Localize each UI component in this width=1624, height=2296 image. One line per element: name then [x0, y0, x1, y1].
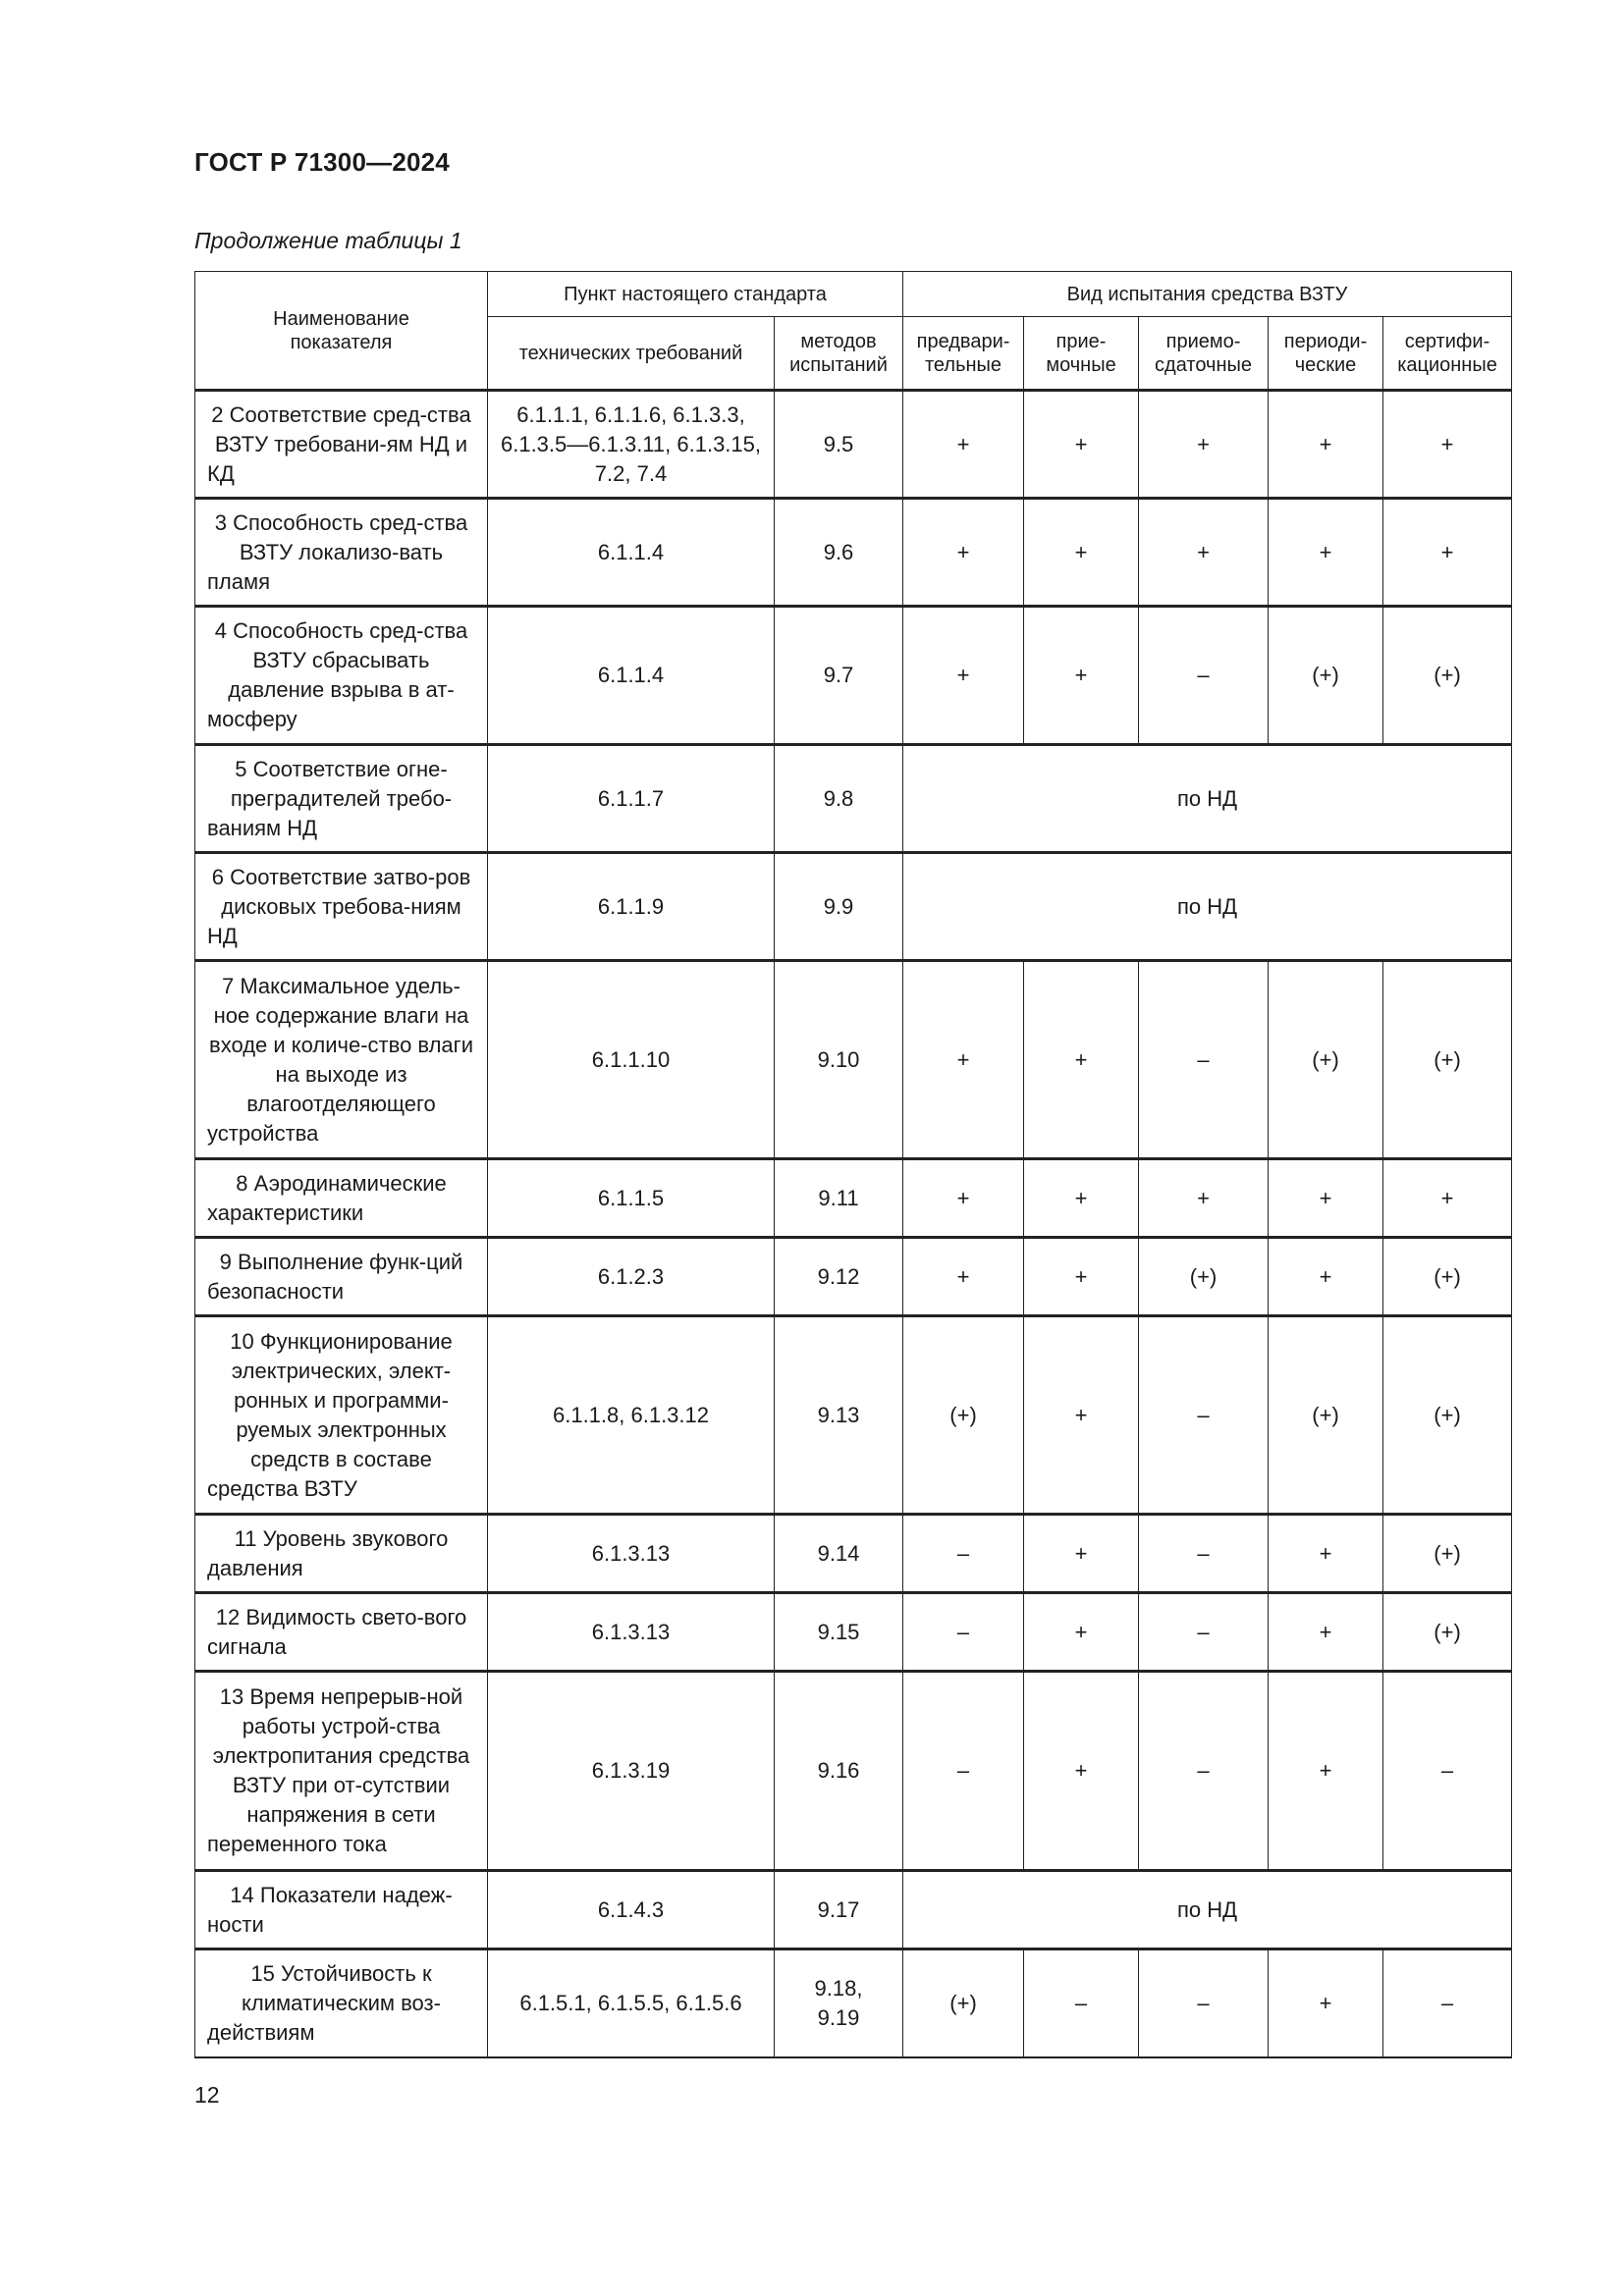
certification-mark: (+) [1383, 1316, 1512, 1515]
preliminary-mark: – [903, 1593, 1024, 1672]
table-row [195, 1515, 1512, 1593]
periodic-mark: + [1269, 1672, 1383, 1871]
indicator-name: 13 Время непрерыв-ной работы устрой-ства электропитания средства ВЗТУ при от-сутствии напряжения в сети переменного тока [195, 1672, 488, 1871]
header-clause-group: Пункт настоящего стандарта [488, 272, 903, 317]
table-caption: Продолжение таблицы 1 [194, 228, 462, 253]
header-periodic: периоди-ческие [1269, 317, 1383, 391]
acceptance-mark: + [1024, 1672, 1139, 1871]
periodic-mark: + [1269, 1159, 1383, 1238]
tech-requirement-clause: 6.1.4.3 [488, 1871, 775, 1949]
periodic-mark: + [1269, 499, 1383, 607]
indicator-name: 12 Видимость свето-вого сигнала [195, 1593, 488, 1672]
certification-mark: (+) [1383, 607, 1512, 745]
indicator-name: 14 Показатели надеж-ности [195, 1871, 488, 1949]
test-method-clause: 9.6 [775, 499, 903, 607]
tech-requirement-clause: 6.1.3.13 [488, 1515, 775, 1593]
header-acceptance: прие-мочные [1024, 317, 1139, 391]
test-type-merged-cell: по НД [903, 1871, 1512, 1949]
acceptance-mark: + [1024, 1515, 1139, 1593]
acceptance-mark: + [1024, 1159, 1139, 1238]
indicator-name: 3 Способность сред-ства ВЗТУ локализо-вать пламя [195, 499, 488, 607]
acceptance-mark: + [1024, 391, 1139, 499]
periodic-mark: + [1269, 1949, 1383, 2057]
preliminary-mark: + [903, 499, 1024, 607]
header-test-methods-text: методов испытаний [789, 330, 888, 376]
handover-mark: – [1139, 1672, 1269, 1871]
indicator-name: 15 Устойчивость к климатическим воз-действиям [195, 1949, 488, 2057]
tech-requirement-clause: 6.1.1.4 [488, 607, 775, 745]
acceptance-mark: + [1024, 1238, 1139, 1316]
tech-requirement-clause: 6.1.3.19 [488, 1672, 775, 1871]
indicator-name: 5 Соответствие огне-преградителей требо-ваниям НД [195, 745, 488, 853]
header-tech-requirements: технических требований [488, 317, 775, 391]
handover-mark: + [1139, 391, 1269, 499]
acceptance-mark: + [1024, 499, 1139, 607]
periodic-mark: (+) [1269, 607, 1383, 745]
indicator-name: 6 Соответствие затво-ров дисковых требова-ниям НД [195, 853, 488, 961]
tech-requirement-clause: 6.1.1.5 [488, 1159, 775, 1238]
test-method-clause: 9.11 [775, 1159, 903, 1238]
test-method-clause: 9.5 [775, 391, 903, 499]
periodic-mark: (+) [1269, 961, 1383, 1159]
preliminary-mark: – [903, 1515, 1024, 1593]
certification-mark: (+) [1383, 1515, 1512, 1593]
indicator-name: 9 Выполнение функ-ций безопасности [195, 1238, 488, 1316]
tech-requirement-clause: 6.1.1.8, 6.1.3.12 [488, 1316, 775, 1515]
handover-mark: (+) [1139, 1238, 1269, 1316]
table-row [195, 1593, 1512, 1672]
header-indicator-name-text: Наименование показателя [273, 307, 409, 353]
preliminary-mark: (+) [903, 1316, 1024, 1515]
preliminary-mark: (+) [903, 1949, 1024, 2057]
preliminary-mark: + [903, 1159, 1024, 1238]
certification-mark: (+) [1383, 961, 1512, 1159]
test-requirements-table [194, 271, 1512, 2058]
acceptance-mark: + [1024, 1316, 1139, 1515]
acceptance-mark: + [1024, 607, 1139, 745]
indicator-name: 2 Соответствие сред-ства ВЗТУ требовани-ям НД и КД [195, 391, 488, 499]
test-method-clause: 9.15 [775, 1593, 903, 1672]
test-method-clause: 9.10 [775, 961, 903, 1159]
tech-requirement-clause: 6.1.2.3 [488, 1238, 775, 1316]
table-row [195, 499, 1512, 607]
handover-mark: – [1139, 607, 1269, 745]
preliminary-mark: + [903, 607, 1024, 745]
indicator-name: 4 Способность сред-ства ВЗТУ сбрасывать давление взрыва в ат-мосферу [195, 607, 488, 745]
table-row [195, 1871, 1512, 1949]
test-method-clause: 9.8 [775, 745, 903, 853]
page-number: 12 [194, 2082, 220, 2108]
document-standard-header: ГОСТ Р 71300—2024 [194, 147, 450, 177]
handover-mark: – [1139, 1949, 1269, 2057]
preliminary-mark: + [903, 391, 1024, 499]
header-handover: приемо-сдаточные [1139, 317, 1269, 391]
tech-requirement-clause: 6.1.3.13 [488, 1593, 775, 1672]
handover-mark: – [1139, 961, 1269, 1159]
test-method-clause: 9.14 [775, 1515, 903, 1593]
table-row [195, 1316, 1512, 1515]
header-certification: сертифи-кационные [1383, 317, 1512, 391]
table-row [195, 1949, 1512, 2057]
acceptance-mark: + [1024, 1593, 1139, 1672]
test-method-clause-text: 9.18, 9.19 [814, 1975, 863, 2030]
preliminary-mark: + [903, 1238, 1024, 1316]
test-method-clause: 9.9 [775, 853, 903, 961]
periodic-mark: + [1269, 1515, 1383, 1593]
acceptance-mark: + [1024, 961, 1139, 1159]
certification-mark: – [1383, 1672, 1512, 1871]
certification-mark: (+) [1383, 1593, 1512, 1672]
table-row [195, 1672, 1512, 1871]
header-test-type-group: Вид испытания средства ВЗТУ [903, 272, 1512, 317]
indicator-name: 7 Максимальное удель-ное содержание влаги на входе и количе-ство влаги на выходе из влагоотделяющего устройства [195, 961, 488, 1159]
handover-mark: + [1139, 1159, 1269, 1238]
certification-mark: – [1383, 1949, 1512, 2057]
periodic-mark: + [1269, 1238, 1383, 1316]
tech-requirement-clause: 6.1.1.10 [488, 961, 775, 1159]
test-type-merged-cell: по НД [903, 853, 1512, 961]
certification-mark: + [1383, 391, 1512, 499]
header-indicator-name [195, 272, 488, 391]
periodic-mark: (+) [1269, 1316, 1383, 1515]
test-method-clause: 9.12 [775, 1238, 903, 1316]
periodic-mark: + [1269, 391, 1383, 499]
test-method-clause: 9.16 [775, 1672, 903, 1871]
tech-requirement-clause: 6.1.1.9 [488, 853, 775, 961]
handover-mark: + [1139, 499, 1269, 607]
handover-mark: – [1139, 1593, 1269, 1672]
handover-mark: – [1139, 1316, 1269, 1515]
certification-mark: + [1383, 1159, 1512, 1238]
test-method-clause: 9.7 [775, 607, 903, 745]
tech-requirement-clause: 6.1.5.1, 6.1.5.5, 6.1.5.6 [488, 1949, 775, 2057]
certification-mark: + [1383, 499, 1512, 607]
preliminary-mark: + [903, 961, 1024, 1159]
table-row [195, 853, 1512, 961]
test-method-clause: 9.13 [775, 1316, 903, 1515]
periodic-mark: + [1269, 1593, 1383, 1672]
tech-requirement-clause: 6.1.1.7 [488, 745, 775, 853]
handover-mark: – [1139, 1515, 1269, 1593]
test-type-merged-cell: по НД [903, 745, 1512, 853]
table-row [195, 607, 1512, 745]
certification-mark: (+) [1383, 1238, 1512, 1316]
test-method-clause: 9.17 [775, 1871, 903, 1949]
table-row [195, 391, 1512, 499]
table-row [195, 745, 1512, 853]
header-test-methods [775, 317, 903, 391]
indicator-name: 10 Функционирование электрических, элект-ронных и программи-руемых электронных средств в составе средства ВЗТУ [195, 1316, 488, 1515]
indicator-name: 11 Уровень звукового давления [195, 1515, 488, 1593]
tech-requirement-clause: 6.1.1.1, 6.1.1.6, 6.1.3.3, 6.1.3.5—6.1.3.11, 6.1.3.15, 7.2, 7.4 [488, 391, 775, 499]
table-row [195, 1238, 1512, 1316]
acceptance-mark: – [1024, 1949, 1139, 2057]
table-row [195, 961, 1512, 1159]
preliminary-mark: – [903, 1672, 1024, 1871]
indicator-name: 8 Аэродинамические характеристики [195, 1159, 488, 1238]
test-method-clause [775, 1949, 903, 2057]
tech-requirement-clause: 6.1.1.4 [488, 499, 775, 607]
header-preliminary: предвари-тельные [903, 317, 1024, 391]
table-row [195, 1159, 1512, 1238]
